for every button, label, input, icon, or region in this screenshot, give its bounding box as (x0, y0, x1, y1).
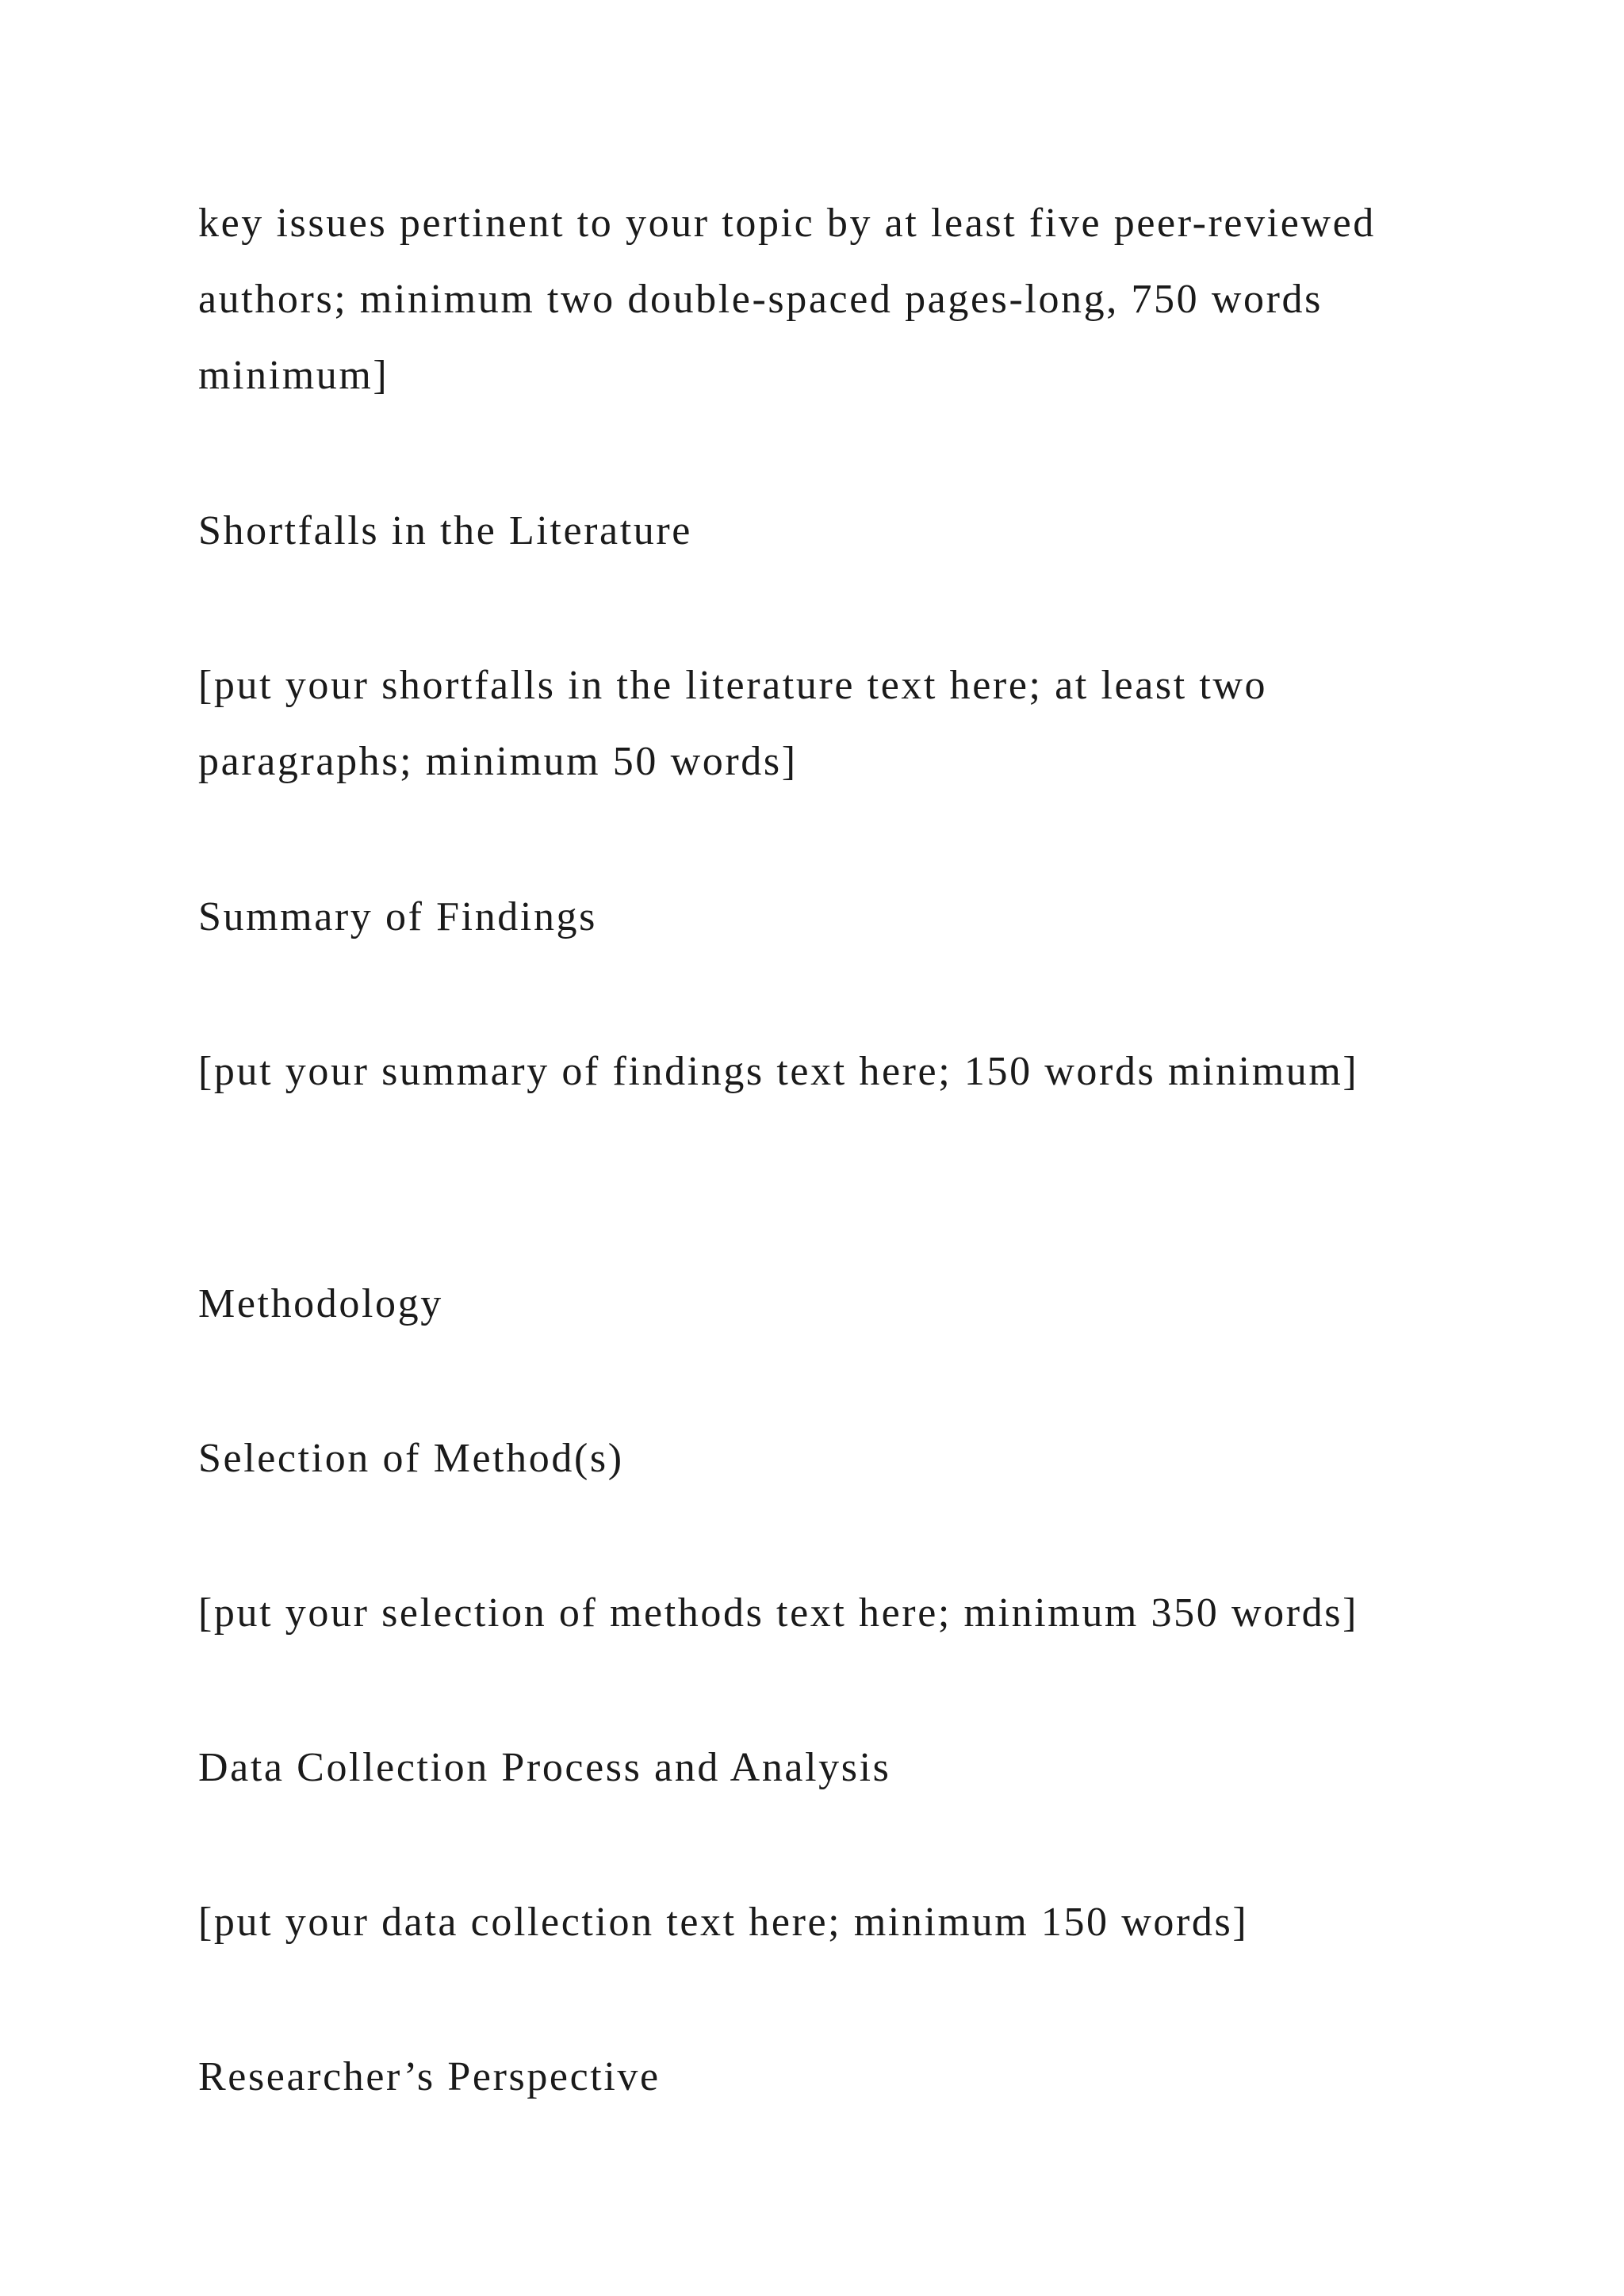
literature-instruction-line-1: key issues pertinent to your topic by at least five peer-reviewed (198, 201, 1376, 246)
shortfalls-instruction-line-2: paragraphs; minimum 50 words] (198, 739, 798, 784)
shortfalls-heading: Shortfalls in the Literature (198, 508, 692, 553)
selection-of-methods-instruction: [put your selection of methods text here; minimum 350 words] (198, 1590, 1358, 1636)
summary-of-findings-heading: Summary of Findings (198, 894, 597, 939)
data-collection-instruction: [put your data collection text here; minimum 150 words] (198, 1900, 1249, 1945)
literature-instruction-line-2: authors; minimum two double-spaced pages-long, 750 words (198, 277, 1323, 322)
literature-instruction-line-3: minimum] (198, 353, 389, 398)
methodology-heading: Methodology (198, 1281, 443, 1326)
summary-of-findings-instruction: [put your summary of findings text here; 150 words minimum] (198, 1049, 1359, 1094)
researcher-perspective-heading: Researcher’s Perspective (198, 2054, 661, 2099)
data-collection-heading: Data Collection Process and Analysis (198, 1745, 891, 1790)
selection-of-methods-heading: Selection of Method(s) (198, 1436, 624, 1481)
shortfalls-instruction-line-1: [put your shortfalls in the literature text here; at least two (198, 663, 1268, 708)
